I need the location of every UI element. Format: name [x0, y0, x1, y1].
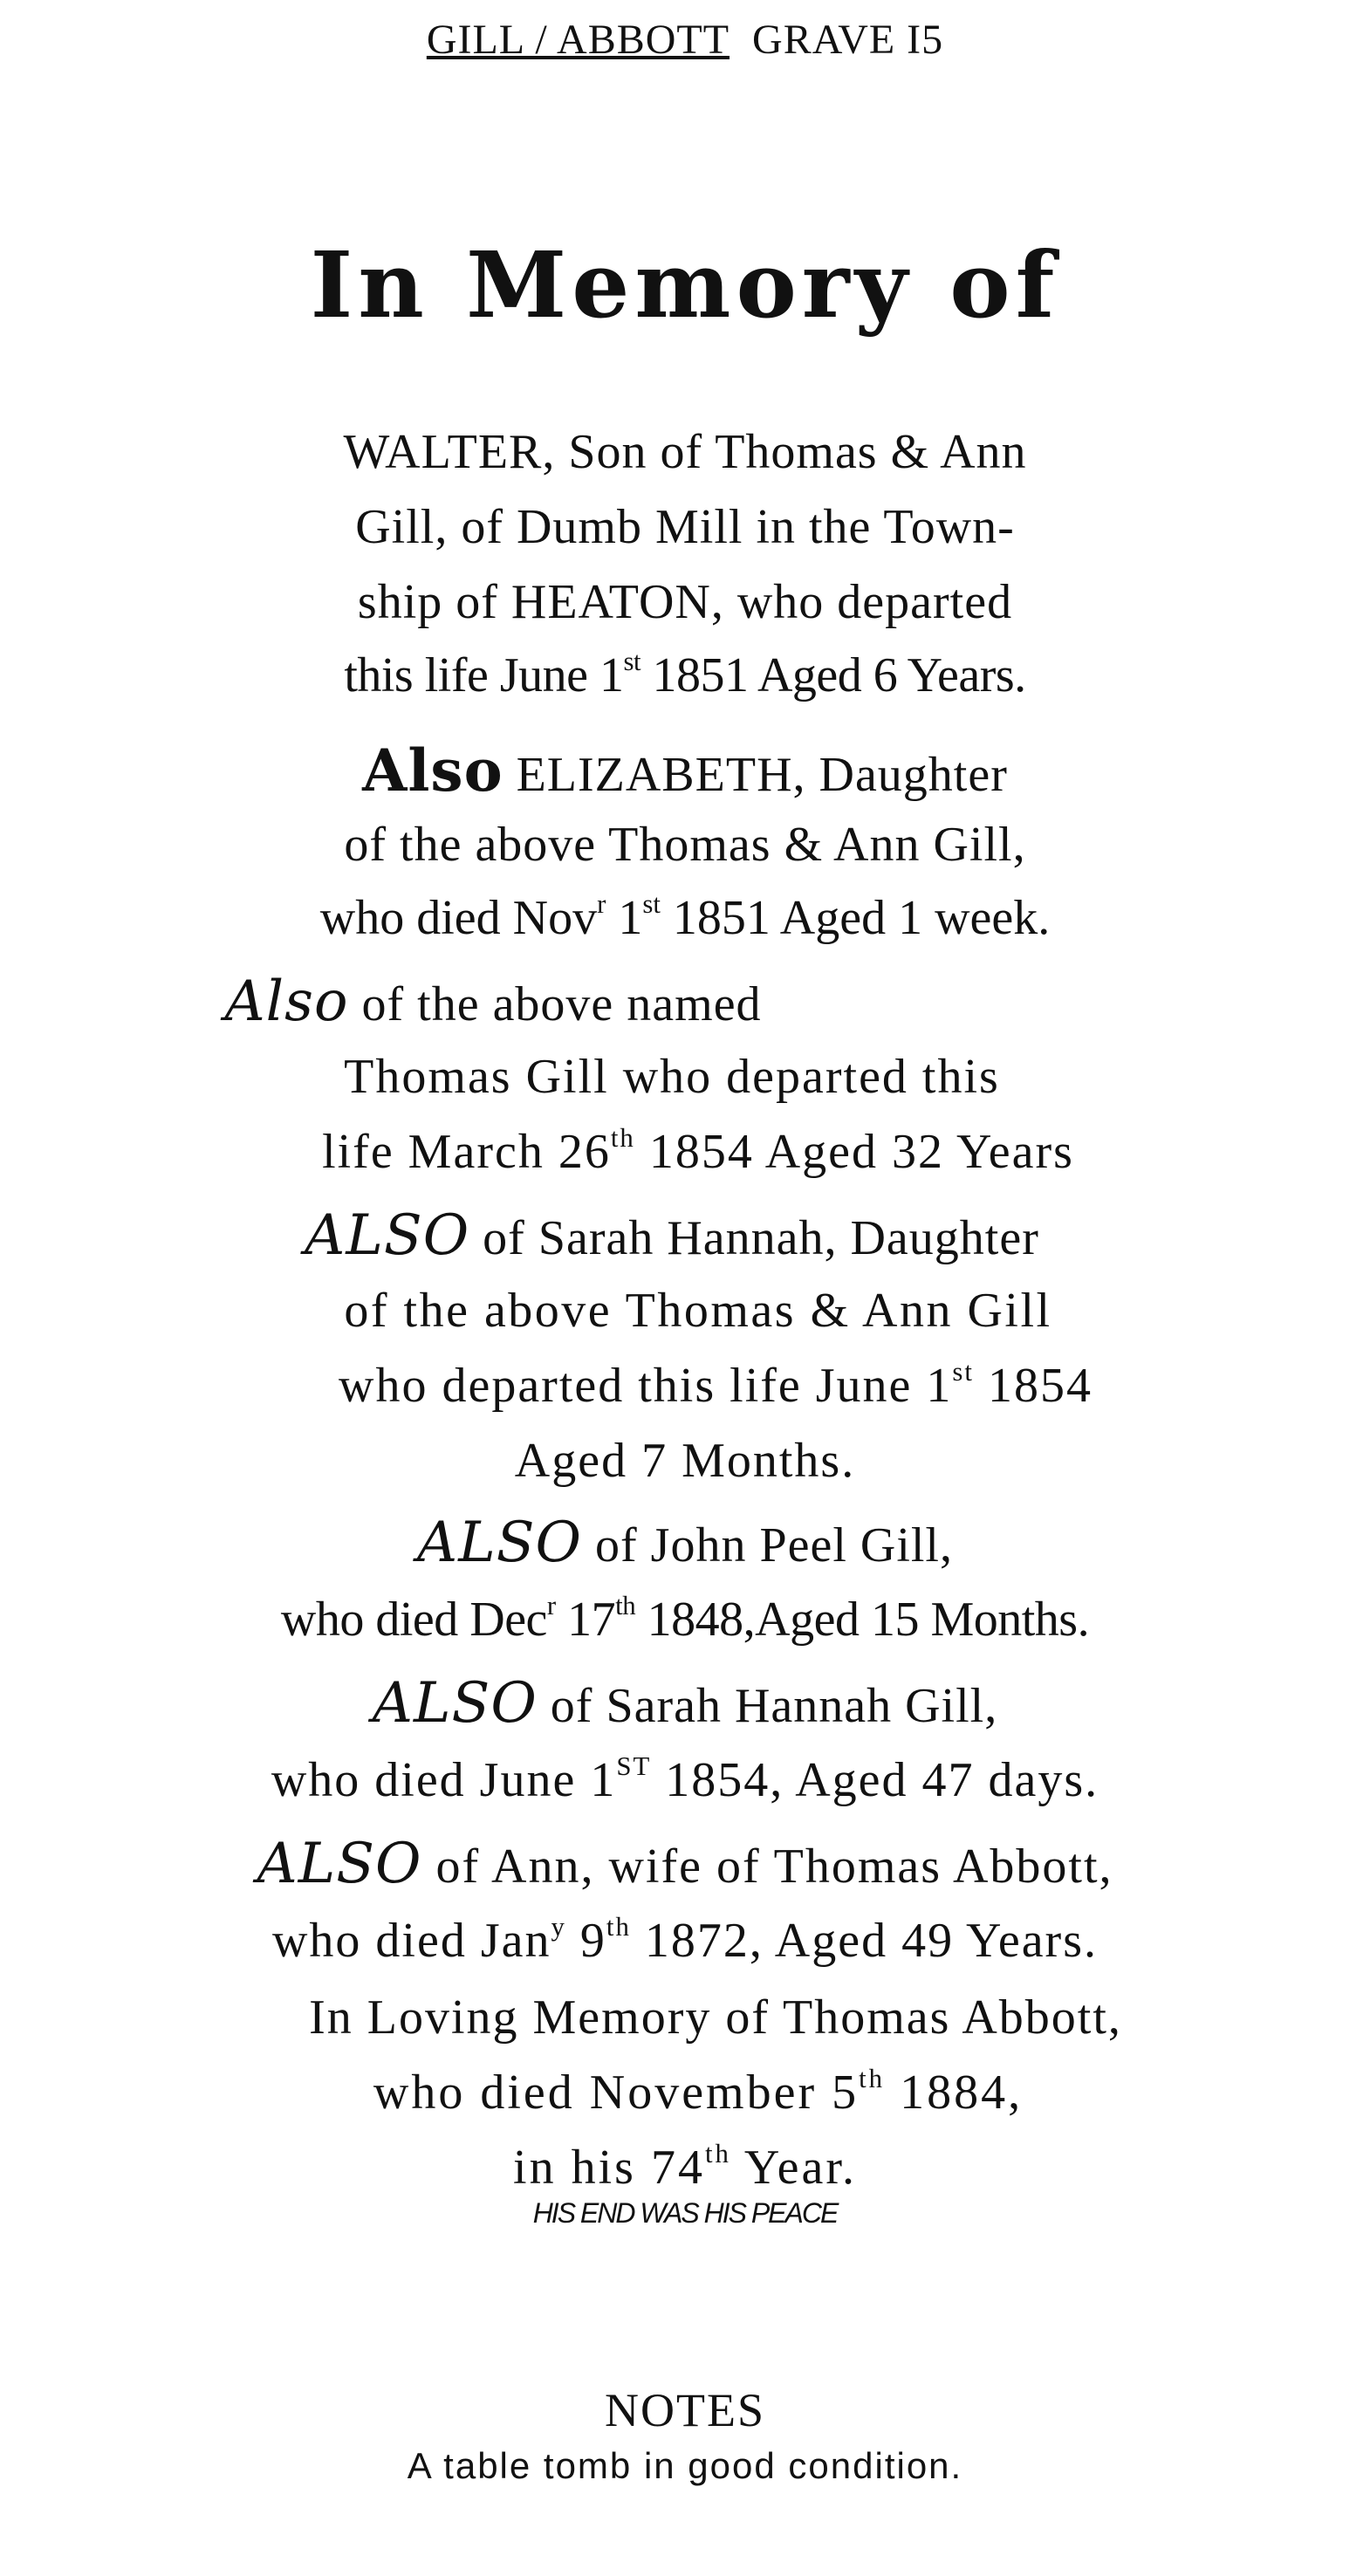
- inscription-line-16: who died Dec$^r$ 17th 1848,Aged 15 Months.: [280, 1590, 1090, 1647]
- also-word: ALSO: [305, 1203, 470, 1268]
- inscription-line-1: WALTER, Son of Thomas & Ann: [343, 425, 1027, 479]
- inscription-line-6: of the above Thomas & Ann Gill,: [344, 818, 1026, 872]
- inscription-line-8: Also of the above named: [224, 969, 762, 1034]
- also-word: ALSO: [416, 1511, 583, 1575]
- also-word: Also: [362, 736, 503, 805]
- inscription-line-18: who died June 1ST 1854, Aged 47 days.: [271, 1750, 1099, 1807]
- grave-number: GRAVE I5: [752, 17, 944, 63]
- also-word: ALSO: [257, 1832, 422, 1896]
- inscription-line-20: who died Jan$^y$ 9th 1872, Aged 49 Years.: [271, 1911, 1098, 1968]
- inscription-line-2: Gill, of Dumb Mill in the Town-: [355, 500, 1015, 554]
- notes-text: A table tomb in good condition.: [407, 2445, 963, 2486]
- inscription-line-3: ship of HEATON, who departed: [357, 575, 1013, 629]
- inscription-line-11: ALSO of Sarah Hannah, Daughter: [305, 1203, 1039, 1268]
- inscription-line-10: life March 26th 1854 Aged 32 Years: [322, 1122, 1074, 1179]
- notes-heading: NOTES: [605, 2384, 765, 2436]
- inscription-line-13: who departed this life June 1st 1854: [339, 1356, 1093, 1413]
- grave-header: [0, 19, 1370, 61]
- inscription-line-23: in his 74th Year.: [513, 2138, 857, 2195]
- inscription-line-4: this life June 1st 1851 Aged 6 Years.: [344, 646, 1026, 702]
- inscription-line-9: Thomas Gill who departed this: [344, 1050, 1000, 1104]
- also-word: ALSO: [372, 1671, 538, 1736]
- inscription-line-21: In Loving Memory of Thomas Abbott,: [309, 1990, 1122, 2045]
- inscription-line-17: ALSO of Sarah Hannah Gill,: [372, 1671, 998, 1736]
- inscription-line-19: ALSO of Ann, wife of Thomas Abbott,: [257, 1832, 1113, 1896]
- inscription-line-14: Aged 7 Months.: [514, 1434, 856, 1488]
- inscription-line-7: who died Nov$^r$ 1st 1851 Aged 1 week.: [319, 888, 1051, 945]
- epitaph-motto: HIS END WAS HIS PEACE: [532, 2197, 838, 2229]
- also-word: Also: [224, 969, 349, 1034]
- inscription-line-12: of the above Thomas & Ann Gill: [344, 1284, 1052, 1338]
- inscription-line-5: Also ELIZABETH, Daughter: [362, 736, 1008, 805]
- family-names: GILL / ABBOTT: [426, 17, 730, 63]
- inscription-line-22: who died November 5th 1884,: [373, 2063, 1024, 2120]
- memorial-title: In Memory of: [310, 231, 1060, 339]
- inscription-line-15: ALSO of John Peel Gill,: [416, 1511, 953, 1575]
